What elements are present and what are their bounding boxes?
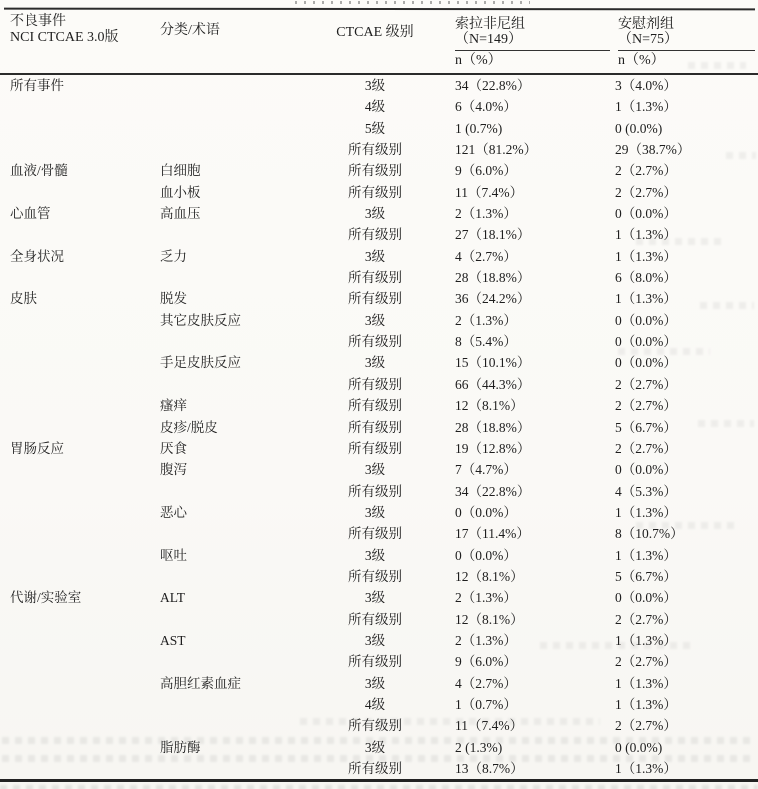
table-row	[0, 609, 758, 630]
cell-category	[0, 737, 160, 758]
cell-grade: 3级	[364, 78, 386, 93]
placebo-n-pct-label: n（%）	[618, 53, 665, 68]
table-row	[0, 288, 758, 309]
cell-placebo-npct: 5（6.7%）	[615, 568, 677, 584]
cell-term	[160, 566, 300, 587]
sorafenib-group-n: （N=149）	[455, 32, 523, 47]
cell-sorafenib-npct: 1（0.7%）	[455, 696, 517, 712]
placebo-group-n: （N=75）	[618, 32, 679, 47]
cell-placebo-npct: 1（1.3%）	[615, 675, 677, 691]
cell-grade: 所有级别	[348, 398, 402, 414]
cell-sorafenib-npct: 15（10.1%）	[455, 355, 531, 371]
cell-sorafenib-npct: 12（8.1%）	[455, 611, 524, 627]
cell-category: 心血管	[10, 206, 51, 222]
table-body	[0, 75, 758, 779]
table-row	[0, 267, 758, 288]
cell-placebo-npct: 1（1.3%）	[615, 504, 677, 520]
cell-grade: 所有级别	[348, 376, 402, 392]
cell-term: 脱发	[160, 291, 187, 307]
cell-placebo-npct: 2（2.7%）	[615, 440, 677, 456]
table-row	[0, 182, 758, 203]
cell-grade: 所有级别	[348, 142, 402, 158]
table-row	[0, 118, 758, 139]
table-row	[0, 310, 758, 331]
cell-category	[0, 715, 160, 736]
cell-sorafenib-npct: 12（8.1%）	[455, 398, 524, 414]
table-row	[0, 523, 758, 544]
cell-grade: 3级	[364, 739, 386, 755]
cell-category	[0, 502, 160, 523]
sorafenib-group-rule	[455, 50, 610, 51]
table-row	[0, 352, 758, 373]
cell-term: 乏力	[160, 248, 187, 264]
table-bottom-rule	[0, 779, 758, 782]
cell-placebo-npct: 1（1.3%）	[615, 227, 677, 243]
header-ctcae-grade: CTCAE 级别	[336, 25, 414, 40]
cell-term	[160, 758, 300, 779]
cell-term: 白细胞	[160, 163, 201, 179]
cell-term: 恶心	[160, 504, 187, 520]
cell-sorafenib-npct: 9（6.0%）	[455, 163, 517, 179]
table-row	[0, 502, 758, 523]
cell-grade: 3级	[364, 504, 386, 520]
cell-placebo-npct: 0（0.0%）	[615, 462, 677, 478]
cell-grade: 3级	[364, 248, 386, 264]
cell-term	[160, 374, 300, 395]
cell-sorafenib-npct: 36（24.2%）	[455, 291, 531, 307]
table-row	[0, 331, 758, 352]
cell-grade: 所有级别	[348, 568, 402, 584]
cell-sorafenib-npct: 11（7.4%）	[455, 718, 524, 734]
cell-term: 瘙痒	[160, 398, 187, 414]
table-row	[0, 96, 758, 117]
table-row	[0, 630, 758, 651]
table-row	[0, 673, 758, 694]
cell-term	[160, 75, 300, 96]
cell-term	[160, 715, 300, 736]
cell-sorafenib-npct: 2（1.3%）	[455, 206, 517, 222]
cell-sorafenib-npct: 121（81.2%）	[455, 142, 538, 158]
cell-term	[160, 651, 300, 672]
cell-placebo-npct: 1（1.3%）	[615, 632, 677, 648]
cell-term	[160, 139, 300, 160]
bleedthrough-smudge	[0, 785, 758, 789]
table-row	[0, 737, 758, 758]
cell-sorafenib-npct: 2（1.3%）	[455, 590, 517, 606]
cell-sorafenib-npct: 7（4.7%）	[455, 462, 517, 478]
sorafenib-n-pct-label: n（%）	[455, 53, 502, 68]
cell-grade: 所有级别	[348, 270, 402, 286]
cell-placebo-npct: 1（1.3%）	[615, 761, 677, 776]
cell-sorafenib-npct: 2（1.3%）	[455, 312, 517, 328]
table-row	[0, 374, 758, 395]
cell-category: 胃肠反应	[10, 440, 64, 456]
cell-category	[0, 545, 160, 566]
cell-category: 血液/骨髓	[10, 163, 68, 179]
cell-placebo-npct: 6（8.0%）	[615, 270, 677, 286]
cell-category	[0, 609, 160, 630]
cell-category	[0, 395, 160, 416]
cell-sorafenib-npct: 66（44.3%）	[455, 376, 531, 392]
cell-category	[0, 118, 160, 139]
cell-term: 脂肪酶	[160, 739, 201, 755]
cell-sorafenib-npct: 6（4.0%）	[455, 99, 517, 115]
cell-sorafenib-npct: 28（18.8%）	[455, 270, 531, 286]
cell-term: 高胆红素血症	[160, 675, 241, 691]
cell-category	[0, 459, 160, 480]
cell-placebo-npct: 1（1.3%）	[615, 248, 677, 264]
cell-grade: 所有级别	[348, 440, 402, 456]
table-row	[0, 566, 758, 587]
table-row	[0, 587, 758, 608]
cell-placebo-npct: 0 (0.0%)	[615, 739, 663, 755]
cell-placebo-npct: 4（5.3%）	[615, 483, 677, 499]
cell-term	[160, 481, 300, 502]
table-row	[0, 160, 758, 181]
cell-category: 代谢/实验室	[10, 590, 82, 606]
table-row	[0, 224, 758, 245]
cell-grade: 3级	[364, 547, 386, 563]
cell-grade: 所有级别	[348, 184, 402, 200]
cell-placebo-npct: 2（2.7%）	[615, 184, 677, 200]
cell-sorafenib-npct: 2 (1.3%)	[455, 739, 503, 755]
cell-term	[160, 118, 300, 139]
cell-category	[0, 758, 160, 779]
header-adverse-event-line1: 不良事件	[10, 14, 66, 29]
cell-category	[0, 481, 160, 502]
cell-placebo-npct: 0（0.0%）	[615, 355, 677, 371]
cell-placebo-npct: 2（2.7%）	[615, 398, 677, 414]
cell-placebo-npct: 1（1.3%）	[615, 696, 677, 712]
cell-sorafenib-npct: 9（6.0%）	[455, 654, 517, 670]
cell-grade: 所有级别	[348, 419, 402, 435]
cell-grade: 4级	[364, 99, 386, 115]
cell-category	[0, 417, 160, 438]
cell-sorafenib-npct: 19（12.8%）	[455, 440, 531, 456]
cell-placebo-npct: 1（1.3%）	[615, 99, 677, 115]
cell-term: ALT	[160, 590, 186, 606]
cell-placebo-npct: 3（4.0%）	[615, 78, 677, 93]
cell-placebo-npct: 2（2.7%）	[615, 654, 677, 670]
table-row	[0, 758, 758, 779]
header-category-term: 分类/术语	[160, 23, 220, 38]
cell-placebo-npct: 29（38.7%）	[615, 142, 691, 158]
table-row	[0, 75, 758, 96]
table-row	[0, 438, 758, 459]
cell-grade: 所有级别	[348, 526, 402, 542]
cell-placebo-npct: 2（2.7%）	[615, 376, 677, 392]
cell-grade: 所有级别	[348, 654, 402, 670]
cell-grade: 所有级别	[348, 718, 402, 734]
cell-grade: 所有级别	[348, 291, 402, 307]
cell-sorafenib-npct: 12（8.1%）	[455, 568, 524, 584]
cell-sorafenib-npct: 4（2.7%）	[455, 675, 517, 691]
table-row	[0, 715, 758, 736]
table-row	[0, 459, 758, 480]
cell-category	[0, 267, 160, 288]
cell-category	[0, 139, 160, 160]
cell-term: 腹泻	[160, 462, 187, 478]
cell-sorafenib-npct: 11（7.4%）	[455, 184, 524, 200]
cell-sorafenib-npct: 1 (0.7%)	[455, 120, 503, 136]
cell-grade: 3级	[364, 632, 386, 648]
table-row	[0, 545, 758, 566]
cell-sorafenib-npct: 13（8.7%）	[455, 761, 524, 776]
cell-grade: 3级	[364, 312, 386, 328]
cell-sorafenib-npct: 8（5.4%）	[455, 334, 517, 350]
cell-grade: 所有级别	[348, 611, 402, 627]
cell-grade: 3级	[364, 590, 386, 606]
cell-category	[0, 182, 160, 203]
cell-term: 皮疹/脱皮	[160, 419, 218, 435]
cell-sorafenib-npct: 34（22.8%）	[455, 483, 531, 499]
cell-category	[0, 96, 160, 117]
cell-term	[160, 694, 300, 715]
table-row	[0, 203, 758, 224]
cell-category	[0, 630, 160, 651]
placebo-group-name: 安慰剂组	[618, 17, 674, 32]
cell-category	[0, 331, 160, 352]
cell-sorafenib-npct: 0（0.0%）	[455, 504, 517, 520]
cell-placebo-npct: 0（0.0%）	[615, 334, 677, 350]
cell-grade: 3级	[364, 675, 386, 691]
cell-term: 血小板	[160, 184, 201, 200]
cell-category	[0, 310, 160, 331]
cell-placebo-npct: 2（2.7%）	[615, 611, 677, 627]
cell-sorafenib-npct: 28（18.8%）	[455, 419, 531, 435]
cell-term	[160, 224, 300, 245]
cell-term: 其它皮肤反应	[160, 312, 241, 328]
cell-sorafenib-npct: 27（18.1%）	[455, 227, 531, 243]
cell-placebo-npct: 2（2.7%）	[615, 163, 677, 179]
cell-category: 全身状况	[10, 248, 64, 264]
cell-category	[0, 374, 160, 395]
cell-placebo-npct: 0（0.0%）	[615, 312, 677, 328]
table-row	[0, 139, 758, 160]
cell-grade: 所有级别	[348, 483, 402, 499]
cell-category	[0, 523, 160, 544]
table-row	[0, 417, 758, 438]
cell-category: 皮肤	[10, 291, 37, 307]
cell-term: 厌食	[160, 440, 187, 456]
cell-placebo-npct: 0（0.0%）	[615, 590, 677, 606]
cell-grade: 5级	[364, 120, 386, 136]
placebo-group-rule	[618, 50, 755, 51]
table-row	[0, 246, 758, 267]
cell-grade: 所有级别	[348, 227, 402, 243]
cell-term	[160, 96, 300, 117]
cell-category	[0, 694, 160, 715]
cell-placebo-npct: 0（0.0%）	[615, 206, 677, 222]
cell-grade: 所有级别	[348, 761, 402, 776]
cell-placebo-npct: 5（6.7%）	[615, 419, 677, 435]
header-placebo-group	[613, 10, 758, 73]
header-sorafenib-group	[450, 10, 613, 73]
header-adverse-event-line2: NCI CTCAE 3.0版	[10, 30, 119, 45]
cell-placebo-npct: 8（10.7%）	[615, 526, 684, 542]
cell-sorafenib-npct: 34（22.8%）	[455, 78, 531, 93]
cell-term	[160, 523, 300, 544]
cell-category	[0, 651, 160, 672]
cell-category	[0, 673, 160, 694]
table-row	[0, 395, 758, 416]
cell-sorafenib-npct: 2（1.3%）	[455, 632, 517, 648]
cell-sorafenib-npct: 0（0.0%）	[455, 547, 517, 563]
cell-placebo-npct: 1（1.3%）	[615, 291, 677, 307]
cell-grade: 3级	[364, 462, 386, 478]
cell-sorafenib-npct: 4（2.7%）	[455, 248, 517, 264]
cell-term: 手足皮肤反应	[160, 355, 241, 371]
cell-category	[0, 566, 160, 587]
sorafenib-group-name: 索拉非尼组	[455, 17, 525, 32]
cell-term	[160, 609, 300, 630]
table-row	[0, 694, 758, 715]
cell-term: 呕吐	[160, 547, 187, 563]
table-row	[0, 481, 758, 502]
cell-category	[0, 224, 160, 245]
cell-placebo-npct: 1（1.3%）	[615, 547, 677, 563]
cell-category: 所有事件	[10, 78, 64, 93]
table-header	[0, 10, 758, 73]
cell-term: 高血压	[160, 206, 201, 222]
cell-term	[160, 331, 300, 352]
header-adverse-event	[0, 10, 160, 73]
cell-term: AST	[160, 632, 186, 648]
cell-sorafenib-npct: 17（11.4%）	[455, 526, 530, 542]
cell-grade: 3级	[364, 206, 386, 222]
cell-placebo-npct: 2（2.7%）	[615, 718, 677, 734]
cell-term	[160, 267, 300, 288]
cell-grade: 3级	[364, 355, 386, 371]
cell-category	[0, 352, 160, 373]
cell-placebo-npct: 0 (0.0%)	[615, 120, 663, 136]
cell-grade: 4级	[364, 696, 386, 712]
cell-grade: 所有级别	[348, 163, 402, 179]
cell-grade: 所有级别	[348, 334, 402, 350]
cropped-caption-remnant	[295, 1, 530, 4]
table-row	[0, 651, 758, 672]
